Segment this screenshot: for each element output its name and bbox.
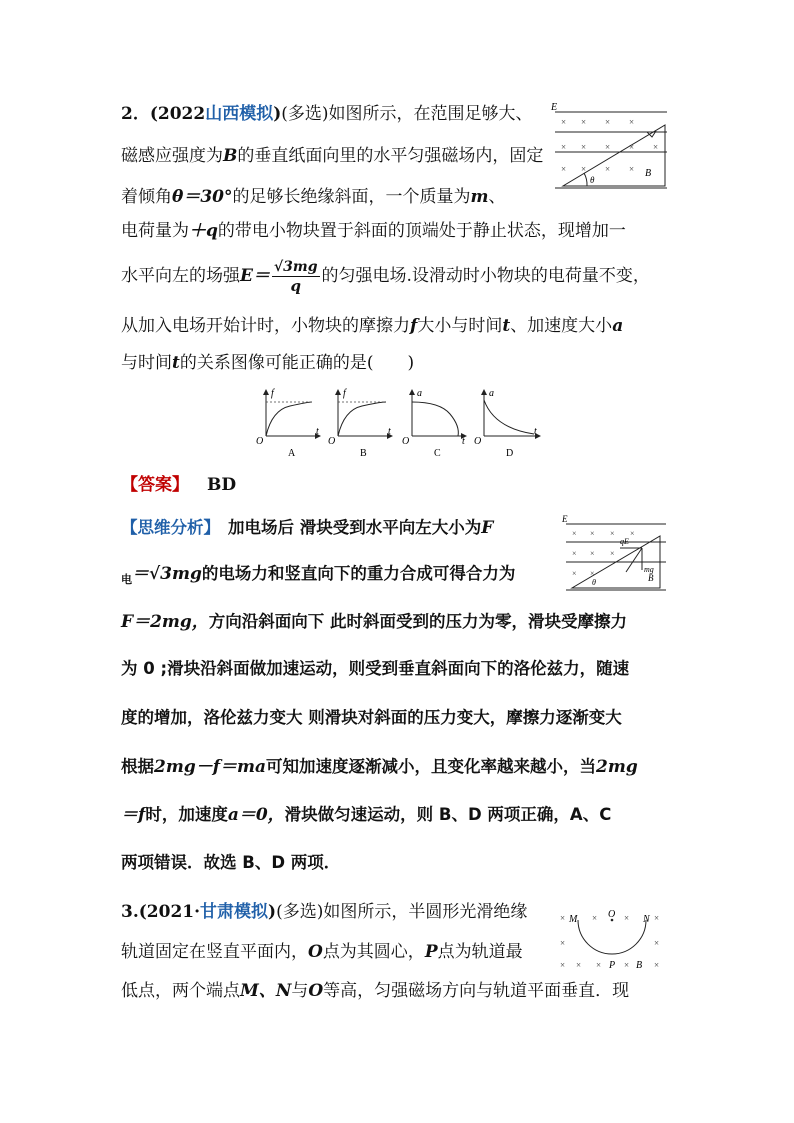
svg-text:×: × [572, 529, 577, 538]
analysis-line-4 [121, 658, 629, 680]
q3-semicircle-figure [558, 906, 664, 974]
q2-text-1: 如图所示，在范围足够大、 [328, 104, 533, 124]
svg-text:×: × [654, 938, 660, 948]
q3-text-1: 如图所示，半圆形光滑绝缘 [323, 902, 528, 922]
graph-D-label: D [506, 448, 514, 459]
q2-text-5a: 水平向左的场强 [121, 266, 240, 286]
graph-C [402, 388, 466, 459]
q3-text-2c: 点为轨道最 [437, 942, 523, 962]
q2-number: 2． [121, 104, 150, 124]
answer-value: BD [207, 475, 237, 495]
q2-var-t: t [502, 316, 511, 336]
svg-text:×: × [581, 142, 587, 152]
q2-line-4 [121, 220, 626, 242]
graph-C-a: a [417, 388, 422, 399]
svg-text:×: × [581, 117, 587, 127]
svg-text:×: × [605, 117, 611, 127]
q2-incline-figure [549, 100, 671, 192]
q3-fig-P: P [609, 960, 616, 971]
svg-text:×: × [596, 960, 602, 970]
analysis-eq-6b: 2mg [596, 757, 638, 777]
analysis-fig-B: B [648, 573, 654, 583]
q2-fraction [272, 258, 320, 295]
svg-text:×: × [605, 164, 611, 174]
q2-text-3c: 、 [488, 187, 506, 207]
q2-text-4b: 的带电小物块置于斜面的顶端处于静止状态，现增加一 [217, 221, 626, 241]
graph-D [474, 388, 540, 459]
q2-text-6c: 、加速度大小 [510, 316, 613, 336]
q2-var-m: m [470, 187, 489, 207]
graph-B-t: t [388, 426, 391, 437]
q2-line-5 [121, 258, 650, 295]
q3-fig-N: N [643, 914, 650, 925]
q3-line-1 [121, 901, 527, 923]
graph-D-a: a [489, 388, 494, 399]
graph-D-O: O [474, 436, 482, 447]
graph-B-f: f [343, 388, 346, 399]
q2-text-5b: 的匀强电场.设滑动时小物块的电荷量不变， [321, 266, 650, 286]
analysis-eq-7: ＝f [121, 805, 146, 825]
q3-text-3b: 与 [291, 981, 309, 1001]
q2-var-B: B [223, 146, 238, 166]
analysis-fig-qE: qE [620, 537, 629, 546]
q3-fig-B: B [636, 960, 643, 971]
analysis-text-2: 的电场力和竖直向下的重力合成可得合力为 [201, 564, 516, 583]
analysis-line-8 [121, 852, 340, 874]
svg-text:×: × [560, 938, 566, 948]
q2-fig-B: B [645, 168, 652, 179]
q2-var-t-2: t [172, 353, 180, 373]
q2-frac-num: √3mg [273, 259, 318, 275]
analysis-line-2 [121, 563, 515, 591]
analysis-eq-7b: a＝0， [227, 805, 285, 825]
q2-option-graphs [250, 384, 550, 460]
q2-line-2 [121, 145, 543, 167]
analysis-text-6a: 根据 [121, 757, 154, 776]
svg-text:×: × [624, 960, 630, 970]
graph-A-t: t [316, 426, 319, 437]
q3-var-MN: M、N [240, 981, 292, 1001]
graph-B-label: B [360, 448, 367, 459]
q2-var-a: a [612, 316, 624, 336]
svg-text:×: × [560, 960, 566, 970]
svg-text:×: × [561, 142, 567, 152]
answer-label: 【答案】 [121, 475, 189, 495]
graph-C-label: C [434, 448, 441, 459]
graph-B-O: O [328, 436, 336, 447]
svg-text:×: × [630, 529, 635, 538]
svg-text:×: × [605, 142, 611, 152]
q3-line-3 [121, 980, 629, 1002]
q2-text-7a: 与时间 [121, 353, 172, 373]
svg-text:×: × [560, 913, 566, 923]
q3-source-place: 甘肃模拟 [200, 902, 269, 922]
q3-line-2 [121, 941, 523, 963]
q2-text-2b: 的垂直纸面向里的水平匀强磁场内，固定 [237, 146, 544, 166]
graph-A-label: A [288, 448, 296, 459]
svg-text:×: × [654, 913, 660, 923]
q3-number: 3.(2021· [121, 902, 201, 922]
analysis-line-3 [121, 611, 627, 633]
svg-text:×: × [572, 549, 577, 558]
analysis-fig-E: E [562, 514, 568, 524]
graph-C-t: t [462, 436, 465, 447]
svg-text:×: × [654, 960, 660, 970]
q2-text-4a: 电荷量为 [121, 221, 189, 241]
q2-source-close: ) [273, 104, 282, 124]
q3-text-2a: 轨道固定在竖直平面内， [121, 942, 308, 962]
svg-text:×: × [561, 117, 567, 127]
q3-fig-O: O [608, 909, 616, 920]
analysis-text-7c: 滑块做匀速运动，则 B、D 两项正确，A、C [284, 805, 612, 824]
q2-text-7b: 的关系图像可能正确的是( ) [179, 353, 415, 373]
svg-text:×: × [592, 913, 598, 923]
q2-fig-theta: θ [590, 175, 595, 185]
svg-text:×: × [561, 164, 567, 174]
analysis-eq-3: F＝2mg， [121, 612, 209, 632]
graph-A [256, 388, 320, 459]
q2-line-3 [121, 186, 506, 208]
q2-text-2a: 磁感应强度为 [121, 146, 223, 166]
answer-line [121, 474, 236, 496]
svg-text:×: × [576, 960, 582, 970]
analysis-text-3: 方向沿斜面向下 此时斜面受到的压力为零，滑块受摩擦力 [208, 612, 628, 631]
analysis-line-6 [121, 756, 638, 778]
q2-source-year: (2022 [149, 104, 206, 124]
q2-fig-E: E [551, 102, 558, 113]
q2-line-7 [121, 352, 414, 374]
analysis-text-5: 度的增加，洛伦兹力变大 则滑块对斜面的压力变大，摩擦力逐渐变大 [121, 708, 622, 727]
svg-text:×: × [590, 569, 595, 578]
q3-text-2b: 点为其圆心， [322, 942, 425, 962]
analysis-line-7 [121, 804, 611, 826]
q2-text-3b: 的足够长绝缘斜面，一个质量为 [232, 187, 471, 207]
q2-var-f: f [410, 316, 418, 336]
analysis-line-1 [121, 517, 493, 539]
analysis-text-6b: 可知加速度逐渐减小，且变化率越来越小，当 [266, 757, 597, 776]
analysis-eq-2: ＝√3mg [132, 564, 202, 584]
q2-charge: ＋q [189, 221, 218, 241]
analysis-force-figure [560, 514, 670, 594]
q3-tag: (多选) [276, 902, 324, 922]
q2-E-eq: E＝ [240, 266, 270, 286]
q2-line-1 [121, 103, 533, 125]
q2-text-3a: 着倾角 [121, 187, 172, 207]
analysis-text-8: 两项错误．故选 B、D 两项． [121, 853, 341, 872]
analysis-text-4: 为 0 ;滑块沿斜面做加速运动，则受到垂直斜面向下的洛伦兹力，随速 [121, 659, 630, 678]
svg-text:×: × [610, 549, 615, 558]
svg-text:×: × [572, 569, 577, 578]
analysis-line-5 [121, 707, 622, 729]
q2-theta: θ＝30° [172, 187, 233, 207]
svg-text:×: × [581, 164, 587, 174]
analysis-eq-6: 2mg－f＝ma [154, 757, 267, 777]
q3-var-P: P [424, 942, 438, 962]
q3-source-close: ) [268, 902, 277, 922]
q2-text-6a: 从加入电场开始计时，小物块的摩擦力 [121, 316, 410, 336]
graph-A-f: f [271, 388, 274, 399]
q2-source-place: 山西模拟 [205, 104, 274, 124]
q3-text-3c: 等高，匀强磁场方向与轨道平面垂直．现 [323, 981, 630, 1001]
q3-fig-M: M [569, 914, 578, 925]
q3-text-3a: 低点，两个端点 [121, 981, 240, 1001]
q2-tag: (多选) [281, 104, 329, 124]
q2-frac-den: q [290, 277, 301, 295]
analysis-fig-theta: θ [592, 578, 596, 587]
svg-text:×: × [629, 142, 635, 152]
q2-text-6b: 大小与时间 [417, 316, 503, 336]
q3-var-O-2: O [308, 981, 324, 1001]
graph-A-O: O [256, 436, 264, 447]
q2-line-6 [121, 315, 623, 337]
analysis-fig-mg: mg [644, 565, 654, 574]
analysis-text-7b: 时，加速度 [145, 805, 228, 824]
svg-text:×: × [590, 529, 595, 538]
analysis-F: F [481, 518, 494, 538]
graph-D-t: t [534, 426, 537, 437]
analysis-text-1: 加电场后 滑块受到水平向左大小为 [228, 518, 482, 537]
graph-C-O: O [402, 436, 410, 447]
svg-text:×: × [629, 117, 635, 127]
analysis-label: 【思维分析】 [121, 518, 220, 537]
svg-text:×: × [653, 142, 659, 152]
graph-B [328, 388, 392, 459]
svg-text:×: × [624, 913, 630, 923]
svg-text:×: × [629, 164, 635, 174]
svg-text:×: × [610, 529, 615, 538]
q2-fig-crosses [561, 117, 658, 174]
q3-var-O: O [308, 942, 323, 962]
analysis-sub: 电 [121, 573, 132, 586]
svg-text:×: × [590, 549, 595, 558]
